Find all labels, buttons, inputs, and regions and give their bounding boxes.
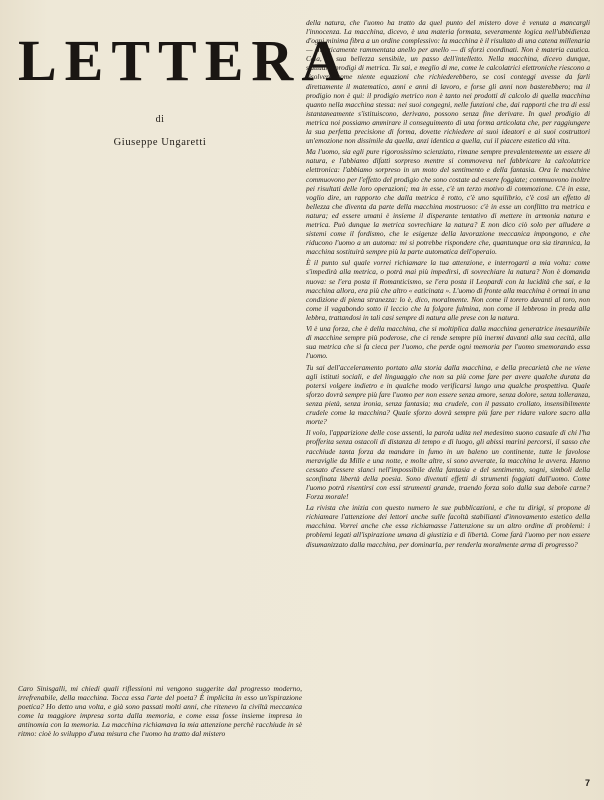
left-column — [18, 18, 352, 788]
paragraph: Il volo, l'apparizione delle cose assenti, la parola udita nel medesimo suono casuale di chi l'ha profferita senza ostacoli di distanza di tempo e di luogo, gli abissi marini percorsi, il sasso che racchiude tanta forza da mandare in fumo in un baleno un continente, tutte le favolose meraviglie da Mille e una notte, e molte altre, si sono avverate, la macchina le avvera. Hanno cessato d'essere slanci nell'impossibile della fantasia e del sentimento, sogni, simboli della sconfinata libertà della poesia. Sono divenuti effetti di strumenti foggiati dall'uomo. Come l'uomo potrà risentirsi con essi strumenti grande, traendo forza solo dalla sua debole carne? Forza morale! — [306, 428, 590, 501]
paragraph: Tu sai dell'acceleramento portato alla storia dalla macchina, e della precarietà che ne viene agli istituti sociali, e del linguaggio che non sa più come fare per avere qualche durata da potersi volgere indietro e in qualche modo verificarsi lungo una qualche prospettiva. Quale sforzo dovrà sempre più fare l'uomo per non essere senza amore, senza dolore, senza tolleranza, senza pietà, senza ironia, senza fantasia; ma crudele, con il passato crollato, insensibilmente crudele come la macchina? Quale sforzo dovrà sempre più fare per ridare valore sacro alla morte? — [306, 362, 590, 427]
paragraph: della natura, che l'uomo ha tratto da quel punto del mistero dove è venuta a mancargli l'innocenza. La macchina, dicevo, è una materia formata, severamente logica nell'ubbidienza d'ogni minima fibra a un ordine complessivo: la macchina è il risultato di una catena millenaria — sinteticamente rammentata anello per anello — di sforzi coordinati. Non è materia cautica. Cela, la sua bellezza sensibile, un passo dell'intelletto. Nella macchina, dicevo dunque, s'attuano prodigi di metrica. Tu sai, e meglio di me, come le calcolatrici elettroniche riescono a risolvere come niente equazioni che richiederebbero, se così conteggi avesse da farli direttamente il matematico, anni e anni di lavoro, e forse gli anni non basterebbero; ma il prodigio non è qui: il prodigio metrico non è tanto nei prodotti di calcolo di quella macchina quanto nella macchina stessa: nei suoi congegni, nelle funzioni che, dai rapporti che tra di essi istantaneamente s'istituiscono, derivano, possono senza fine derivare. In quel prodigio di metrica noi possiamo ammirare il conseguimento di una forma articolata che, per raggiungere la sua perfetta precisione di forma, dovette richiedere ai suoi ideatori e ai suoi costruttori un'emozione non dissimile da quella, anzi identica a quella, cui il piacere estetico dà vita. — [306, 18, 590, 146]
right-column — [306, 18, 590, 784]
paragraph: Vi è una forza, che è della macchina, che si moltiplica dalla macchina generatrice inesauribile di macchine sempre più poderose, che ci rende sempre più inermi davanti alla sua cecità, alla sua metrica che si fa cieca per l'uomo, che perde ogni memoria per l'uomo smemorando essa l'uomo. — [306, 324, 590, 361]
byline-prefix: di — [155, 114, 165, 125]
article-title: LETTERA — [18, 28, 352, 93]
paragraph: Ma l'uomo, sia egli pure rigorosissimo scienziato, rimane sempre prevalentemente un essere di natura, e l'abbiamo difatti sorpreso mentre si commoveva nel fabbricare la calcolatrice elettronica: l'abbiamo sorpreso in un moto del sentimento e della fantasia. Ora le macchine commuovono per l'effetto del prodigio che sono costate ad essere foggiate; commuovono inoltre pei risultati delle loro operazioni; ma in esse, c'è un terzo motivo di commozione. C'è in esse, voglio dire, un rapporto che dalla metrica è rotto, c'è uno squilibrio, c'è così un effetto di bellezza che diventa da parte della macchina mostruoso: c'è in esse un conflitto tra metrica e natura; ed essere umani è insieme il disperante tentativo di mettere in armonia natura e metrica. Può dunque la metrica sovrechiare la natura? E non dico ciò solo per alludere a sistemi come il fordismo, che le esigenze della lavorazione meccanica impongono, e che riducono l'uomo a un automa: mi si potrebbe rispondere che, quantunque ora sia tirannica, la macchina sostituirà sempre più la parte automatica dell'operaio. — [306, 147, 590, 257]
author-name: Giuseppe Ungaretti — [113, 137, 207, 148]
page-number: 7 — [584, 778, 590, 788]
paragraph: La rivista che inizia con questo numero le sue pubblicazioni, e che tu dirigi, si propone di richiamare l'attenzione dei lettori anche sulle facoltà stabilianti d'innovamento estetico della macchina. Vorrei anche che essa richiamasse l'attenzione su un altro ordine di problemi: i problemi legati all'ispirazione umana di giustizia e di libertà. Come farà l'uomo per non essere disumanizzato dalla macchina, per dominarla, per renderla moralmente arma di progresso? — [306, 503, 590, 549]
left-column-text: Caro Sinisgalli, mi chiedi quali riflessioni mi vengono suggerite dal progresso moderno, irrefrenabile, della macchina. Tocca essa l'arte del poeta? È implicita in esso un'ispirazione poetica? Ho detto una volta, e già sono passati molti anni, che ritenevo la civiltà meccanica come la maggiore impresa sorta dalla memoria, e come essa fosse insieme impresa in antinomia con la memoria. La macchina richiamava la mia attenzione perchè racchiude in sè ritmo: cioè lo sviluppo d'una misura che l'uomo ha tratto dal mistero — [18, 684, 302, 739]
paragraph: È il punto sul quale vorrei richiamare la tua attenzione, e interrogarti a mia volta: come s'impedirà alla metrica, o potrà mai più impedirsi, di sovrechiare la natura? Non è domanda nuova: se l'era posta il Romanticismo, se l'era posta il Leopardi con la lucidità che sai, e la macchina allora, era più che altro « eaticinata ». L'uomo di fronte alla macchina è ormai in una condizione di piena stranezza: lo è, dico, moralmente. Non come il torero davanti al toro, non come il vagabondo sotto il leccio che la folgore fulmina, non come il lebbroso in preda alla lebbra, trattandosi in tali casi sempre di natura alle prese con la natura. — [306, 258, 590, 322]
